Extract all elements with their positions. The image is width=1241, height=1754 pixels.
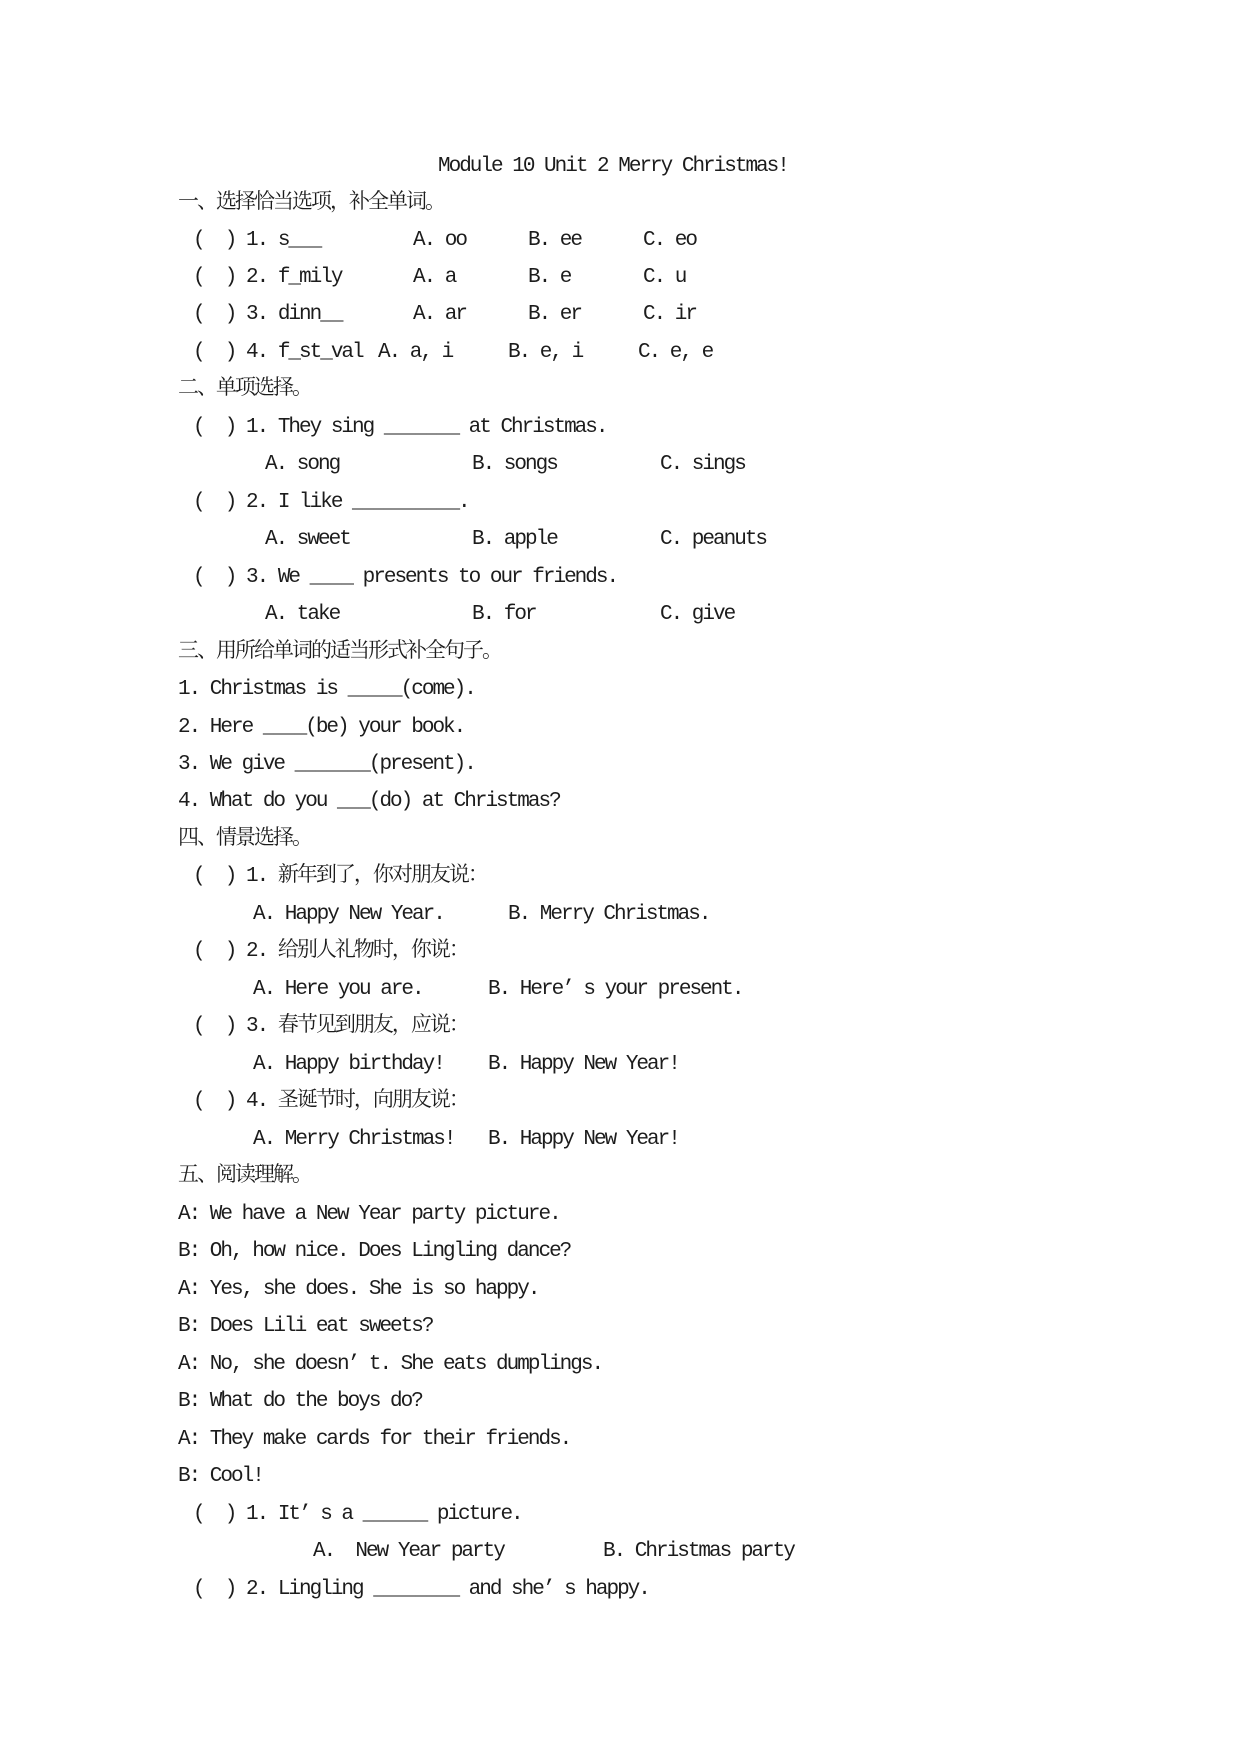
s3-3 xyxy=(0,752,1241,779)
s5-q1 xyxy=(0,1502,1241,1529)
dialog-1 xyxy=(0,1202,1241,1229)
s2-q1-text-0: ( ) 1. They sing _______ at Christmas. xyxy=(193,416,607,439)
title-text-0: Module 10 Unit 2 Merry Christmas! xyxy=(438,155,788,178)
section-2-heading-text-0: 二、单项选择。 xyxy=(178,378,311,401)
s2-q2 xyxy=(0,490,1241,517)
dialog-5 xyxy=(0,1352,1241,1379)
s3-2 xyxy=(0,715,1241,742)
s4-q2-options-text-1: B. Here’ s your present. xyxy=(488,978,743,1001)
section-3-heading-text-0: 三、用所给单词的适当形式补全句子。 xyxy=(178,641,501,664)
s5-q1-options-text-1: B. Christmas party xyxy=(603,1540,794,1563)
s5-q2 xyxy=(0,1577,1241,1604)
s2-q2-text-0: ( ) 2. I like __________. xyxy=(193,491,469,514)
dialog-4-text-0: B: Does Lili eat sweets? xyxy=(178,1315,433,1338)
s2-q3-text-0: ( ) 3. We ____ presents to our friends. xyxy=(193,566,618,589)
s3-3-text-0: 3. We give _______(present). xyxy=(178,753,475,776)
s1-q3-text-0: ( ) 3. dinn__ xyxy=(193,303,342,326)
s1-q2 xyxy=(0,265,1241,292)
s1-q2-text-0: ( ) 2. f_mily xyxy=(193,266,342,289)
s4-q4 xyxy=(0,1089,1241,1116)
s4-q2-options xyxy=(0,977,1241,1004)
s1-q1 xyxy=(0,228,1241,255)
s2-q2-options xyxy=(0,527,1241,554)
section-1-heading xyxy=(0,191,1241,218)
section-5-heading-text-0: 五、阅读理解。 xyxy=(178,1165,311,1188)
dialog-6 xyxy=(0,1389,1241,1416)
dialog-3 xyxy=(0,1277,1241,1304)
s2-q1-options-text-2: C. sings xyxy=(660,453,745,476)
section-2-heading xyxy=(0,377,1241,404)
s2-q3-options xyxy=(0,602,1241,629)
s3-1-text-0: 1. Christmas is _____(come). xyxy=(178,678,475,701)
s1-q3 xyxy=(0,302,1241,329)
s4-q1-options-text-1: B. Merry Christmas. xyxy=(508,903,710,926)
dialog-1-text-0: A: We have a New Year party picture. xyxy=(178,1203,560,1226)
dialog-6-text-0: B: What do the boys do? xyxy=(178,1390,422,1413)
s5-q1-options-text-0: A. New Year party xyxy=(313,1540,504,1563)
s2-q2-options-text-1: B. apple xyxy=(472,528,557,551)
s2-q3-options-text-2: C. give xyxy=(660,603,735,626)
dialog-7 xyxy=(0,1427,1241,1454)
s4-q4-options-text-0: A. Merry Christmas! xyxy=(253,1128,455,1151)
s2-q1 xyxy=(0,415,1241,442)
s4-q3-options-text-0: A. Happy birthday! xyxy=(253,1053,444,1076)
s1-q4 xyxy=(0,340,1241,367)
s1-q1-text-2: B. ee xyxy=(528,229,582,252)
s5-q1-text-0: ( ) 1. It’ s a ______ picture. xyxy=(193,1503,522,1526)
section-4-heading-text-0: 四、情景选择。 xyxy=(178,828,311,851)
section-1-heading-text-0: 一、选择恰当选项，补全单词。 xyxy=(178,192,444,215)
s4-q3-text-0: ( ) 3. 春节见到朋友，应说： xyxy=(193,1015,468,1038)
s1-q4-text-2: B. e, i xyxy=(508,341,583,364)
s2-q3-options-text-0: A. take xyxy=(265,603,340,626)
s4-q2-options-text-0: A. Here you are. xyxy=(253,978,423,1001)
s1-q4-text-0: ( ) 4. f_st_val xyxy=(193,341,363,364)
section-5-heading xyxy=(0,1164,1241,1191)
s4-q1-options-text-0: A. Happy New Year. xyxy=(253,903,444,926)
dialog-8 xyxy=(0,1464,1241,1491)
s2-q2-options-text-2: C. peanuts xyxy=(660,528,767,551)
dialog-3-text-0: A: Yes, she does. She is so happy. xyxy=(178,1278,539,1301)
s4-q2-text-0: ( ) 2. 给别人礼物时，你说： xyxy=(193,940,468,963)
s4-q4-options-text-1: B. Happy New Year! xyxy=(488,1128,679,1151)
s3-4-text-0: 4. What do you ___(do) at Christmas? xyxy=(178,790,560,813)
s4-q2 xyxy=(0,939,1241,966)
dialog-2 xyxy=(0,1239,1241,1266)
s1-q1-text-3: C. eo xyxy=(643,229,697,252)
s4-q4-options xyxy=(0,1127,1241,1154)
s4-q1 xyxy=(0,864,1241,891)
section-4-heading xyxy=(0,827,1241,854)
dialog-5-text-0: A: No, she doesn’ t. She eats dumplings. xyxy=(178,1353,603,1376)
s1-q3-text-3: C. ir xyxy=(643,303,697,326)
s1-q1-text-0: ( ) 1. s___ xyxy=(193,229,321,252)
s5-q1-options xyxy=(0,1539,1241,1566)
s2-q2-options-text-0: A. sweet xyxy=(265,528,350,551)
dialog-7-text-0: A: They make cards for their friends. xyxy=(178,1428,571,1451)
s3-1 xyxy=(0,677,1241,704)
s1-q4-text-1: A. a, i xyxy=(378,341,453,364)
s1-q2-text-3: C. u xyxy=(643,266,686,289)
s4-q3 xyxy=(0,1014,1241,1041)
s4-q1-options xyxy=(0,902,1241,929)
s4-q1-text-0: ( ) 1. 新年到了，你对朋友说： xyxy=(193,865,487,888)
s1-q1-text-1: A. oo xyxy=(413,229,467,252)
s2-q3-options-text-1: B. for xyxy=(472,603,536,626)
dialog-8-text-0: B: Cool! xyxy=(178,1465,263,1488)
s5-q2-text-0: ( ) 2. Lingling ________ and she’ s happy. xyxy=(193,1578,649,1601)
s1-q4-text-3: C. e, e xyxy=(638,341,713,364)
title xyxy=(0,154,1241,181)
s3-2-text-0: 2. Here ____(be) your book. xyxy=(178,716,465,739)
s2-q1-options xyxy=(0,452,1241,479)
s4-q4-text-0: ( ) 4. 圣诞节时，向朋友说： xyxy=(193,1090,468,1113)
s3-4 xyxy=(0,789,1241,816)
s2-q1-options-text-1: B. songs xyxy=(472,453,557,476)
s4-q3-options xyxy=(0,1052,1241,1079)
dialog-4 xyxy=(0,1314,1241,1341)
dialog-2-text-0: B: Oh, how nice. Does Lingling dance? xyxy=(178,1240,571,1263)
s1-q3-text-2: B. er xyxy=(528,303,582,326)
s2-q3 xyxy=(0,565,1241,592)
s2-q1-options-text-0: A. song xyxy=(265,453,340,476)
s1-q3-text-1: A. ar xyxy=(413,303,467,326)
s1-q2-text-1: A. a xyxy=(413,266,456,289)
s4-q3-options-text-1: B. Happy New Year! xyxy=(488,1053,679,1076)
s1-q2-text-2: B. e xyxy=(528,266,571,289)
section-3-heading xyxy=(0,640,1241,667)
